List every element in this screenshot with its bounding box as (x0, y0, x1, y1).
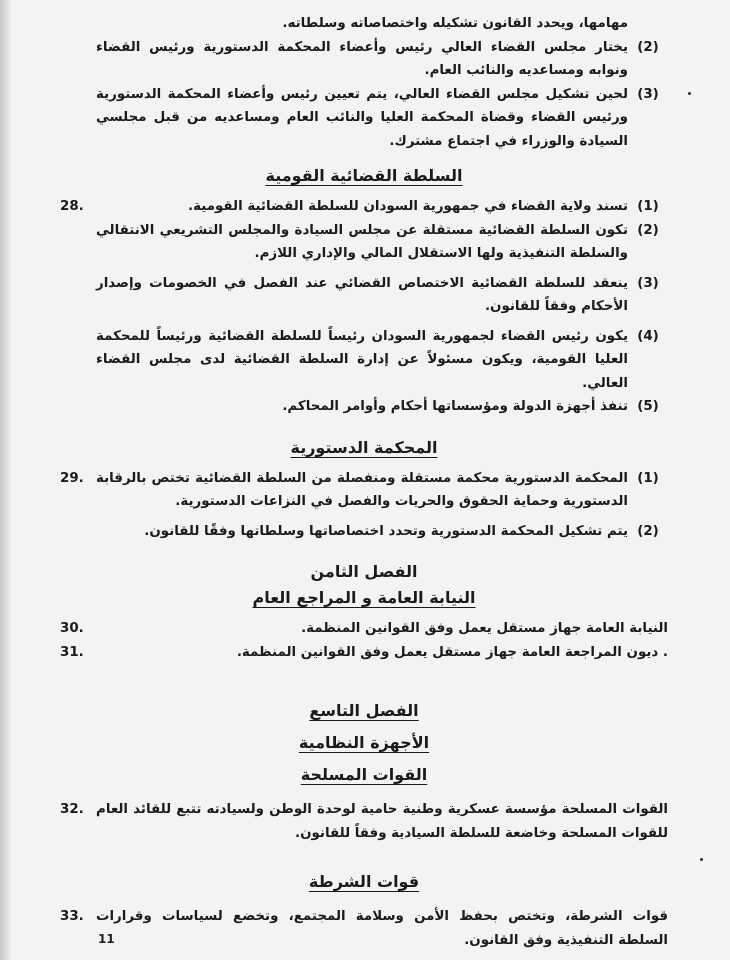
clause-number: (4) (637, 328, 659, 344)
clause-number: (3) (637, 86, 659, 102)
clause-number: (1) (637, 199, 659, 214)
article-text: . ديون المراجعة العامة جهاز مستقل يعمل وفق القوانين المنظمة. (236, 644, 668, 660)
document-body (60, 12, 668, 952)
page-number: 11 (98, 932, 115, 946)
clause-text: تسند ولاية القضاء في جمهورية السودان للسلطة القضائية القومية. (188, 199, 628, 214)
clause (60, 195, 668, 219)
clause-text: المحكمة الدستورية محكمة مستقلة ومنفصلة من السلطة القضائية تختص بالرقابة الدستورية وحماية الحقوق والحريات والفصل في النزاعات الدستورية. (96, 470, 628, 509)
section-heading-constitutional-court: المحكمة الدستورية (290, 437, 438, 457)
scan-speck (688, 92, 691, 95)
clause-text: ينعقد للسلطة القضائية الاختصاص القضائي عند الفصل في الخصومات وإصدار الأحكام وفقاً للقانون. (96, 275, 628, 314)
clause-number: (2) (637, 222, 659, 238)
clause-number: (2) (637, 39, 659, 55)
page-shadow (0, 0, 12, 960)
article-text: قوات الشرطة، وتختص بحفظ الأمن وسلامة المجتمع، وتخضع لسياسات وقرارات السلطة التنفيذية وفق القانون. (96, 909, 668, 948)
clause (60, 395, 668, 419)
clause-text: يتم تشكيل المحكمة الدستورية وتحدد اختصاصاتها وسلطاتها وفقًا للقانون. (144, 523, 628, 539)
article-33 (60, 905, 668, 952)
clause-text: لحين تشكيل مجلس القضاء العالي، يتم تعيين رئيس وأعضاء المحكمة الدستورية ورئيس القضاء وقضاة المحكمة العليا والنائب العام ومساعديه من قبل مجلسي السيادة والوزراء في اجتماع مشترك. (96, 86, 628, 149)
clause (60, 36, 668, 83)
clause (60, 467, 668, 514)
article-number: .33 (60, 909, 84, 924)
clause-number: (1) (637, 470, 659, 486)
section-heading-judiciary: السلطة القضائية القومية (265, 166, 463, 185)
article-text: القوات المسلحة مؤسسة عسكرية وطنية حامية لوحدة الوطن ولسيادته تتبع للقائد العام للقوات المسلحة وخاضعة للسلطة السيادية وفقاً للقانون. (96, 802, 668, 841)
section-heading-regular-forces: الأجهزة النظامية (298, 733, 430, 752)
subheading-police: قوات الشرطة (308, 872, 420, 891)
clause-text: تكون السلطة القضائية مستقلة عن مجلس السيادة والمجلس التشريعي الانتقالي والسلطة التنفيذية ولها الاستقلال المالي والإداري اللازم. (96, 222, 628, 261)
chapter-title-eight: الفصل الثامن (310, 562, 418, 581)
clause (60, 83, 668, 154)
article-32 (60, 798, 668, 845)
article-number: .28 (60, 199, 84, 214)
clause-text: يختار مجلس القضاء العالي رئيس وأعضاء المحكمة الدستورية ورئيس القضاء ونوابه ومساعديه والنائب العام. (96, 39, 628, 78)
clause (60, 325, 668, 396)
chapter-title-nine: الفصل التاسع (309, 701, 419, 720)
article-number: .29 (60, 470, 84, 486)
clause (60, 219, 668, 266)
article-29 (60, 467, 668, 544)
clause-text: تنفذ أجهزة الدولة ومؤسساتها أحكام وأوامر المحاكم. (282, 399, 628, 414)
subheading-armed-forces: القوات المسلحة (300, 765, 428, 784)
article-number: .31 (60, 644, 84, 660)
section-heading-prosecution: النيابة العامة و المراجع العام (252, 588, 476, 607)
continuation-text: مهامها، ويحدد القانون تشكيله واختصاصاته وسلطاته. (282, 16, 628, 31)
article-28 (60, 195, 668, 419)
article-number: .32 (60, 802, 84, 817)
clause-number: (2) (637, 523, 659, 539)
clause (60, 272, 668, 319)
article-number: .30 (60, 621, 84, 636)
clause-number: (3) (637, 275, 659, 291)
clause-number: (5) (637, 399, 659, 414)
article-30 (60, 617, 668, 641)
scan-speck (700, 858, 703, 861)
clause-text: يكون رئيس القضاء لجمهورية السودان رئيساً للسلطة القضائية ورئيساً للمحكمة العليا القومية، ويكون مسئولاً عن إدارة السلطة القضائية لدى مجلس القضاء العالي. (96, 328, 628, 391)
article-31 (60, 641, 668, 665)
article-text: النيابة العامة جهاز مستقل يعمل وفق القوانين المنظمة. (301, 621, 668, 636)
clause (60, 520, 668, 544)
continuation-line (60, 12, 668, 36)
